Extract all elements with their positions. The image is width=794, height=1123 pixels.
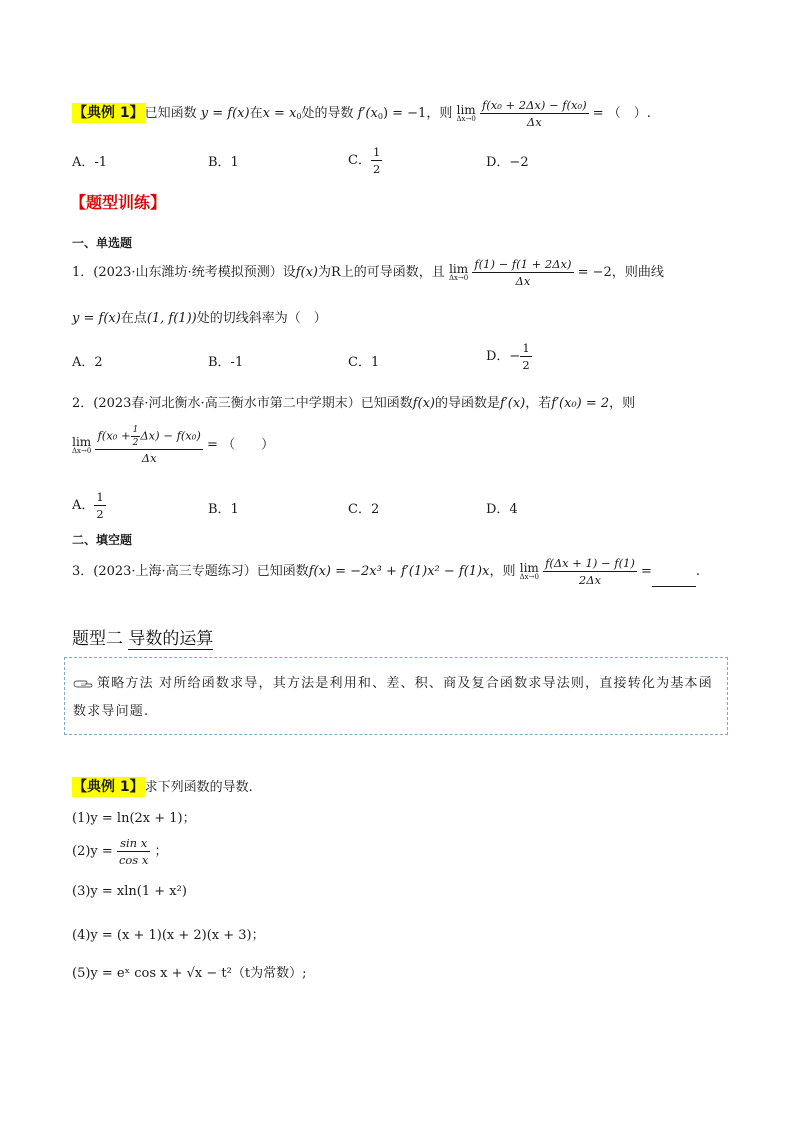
strategy-text: 策略方法 对所给函数求导，其方法是利用和、差、积、商及复合函数求导法则，直接转化为基本函数求导问题. xyxy=(73,676,713,719)
section-single-choice: 一、单选题 xyxy=(72,236,133,250)
item-1: (1)y = ln(2x + 1)； xyxy=(72,811,196,826)
example1-option-b: B．1 xyxy=(208,155,239,170)
example1-point: x = x xyxy=(262,106,297,121)
example1-option-c: C． $\frac{1}{2}$ xyxy=(348,145,381,176)
example1-den: Δx xyxy=(526,115,542,129)
q2-option-a: A． $\frac{1}{2}$ xyxy=(72,490,104,521)
example1-deriv-sub: 0 xyxy=(377,112,383,121)
q3-line: 3．(2023·上海·高三专题练习）已知函数f(x) = −2x³ + f′(1)x² − f(1)x，则 lim Δx→0 $\frac{f(\Delta x + 1) - f(1)}{2\Delta x}$ = . xyxy=(72,556,701,587)
example1-mid1: 在 xyxy=(249,106,263,121)
example2-tag: 【典例 1】 xyxy=(73,779,144,795)
q2-line2: lim Δx→0 f(x₀ + $\frac{1}{2}$ Δx) − f(x₀) Δx = （ ） xyxy=(72,425,275,465)
example2-line xyxy=(72,776,253,796)
example1-pre: 已知函数 xyxy=(144,106,197,121)
example1-line xyxy=(72,98,651,129)
strategy-box xyxy=(64,657,728,735)
example1-fraction xyxy=(480,98,589,129)
q2-line1: 2．(2023春·河北衡水·高三衡水市第二中学期末）已知函数f(x)的导函数是f′(x)，若f′(x₀) = 2，则 xyxy=(72,396,636,411)
q1-option-b: B．-1 xyxy=(208,355,244,370)
q3-answer-blank xyxy=(652,574,696,587)
example1-point-sub: 0 xyxy=(296,112,302,121)
q1-fraction: $\frac{f(1) - f(1 + 2\Delta x)}{\Delta x}$ xyxy=(474,257,572,288)
q1-option-d: D．− $\frac{1}{2}$ xyxy=(486,341,530,372)
example1-mid2: 处的导数 xyxy=(301,106,354,121)
example1-tag: 【典例 1】 xyxy=(73,105,144,121)
q2-option-c: C．2 xyxy=(348,502,380,517)
q2-option-b: B．1 xyxy=(208,502,239,517)
q2-option-d: D．4 xyxy=(486,502,518,517)
q2-fraction: f(x₀ + $\frac{1}{2}$ Δx) − f(x₀) Δx xyxy=(97,425,201,465)
type2-heading-prefix: 题型二 xyxy=(72,629,123,649)
q3-fraction: $\frac{f(\Delta x + 1) - f(1)}{2\Delta x}$ xyxy=(545,556,635,587)
section-fill-blank: 二、填空题 xyxy=(72,533,133,547)
q1-line1: 1．(2023·山东潍坊·统考模拟预测）设f(x)为R上的可导函数，且 lim Δx→0 $\frac{f(1) - f(1 + 2\Delta x)}{\Delta x}$ = −2，则曲线 xyxy=(72,257,664,288)
example1-deriv-val: ) = −1 xyxy=(382,106,427,121)
pointing-hand-icon xyxy=(73,679,93,689)
type2-heading-title: 导数的运算 xyxy=(128,629,214,649)
type2-heading xyxy=(72,624,213,649)
q1-line2: y = f(x)在点(1, f(1))处的切线斜率为（ ） xyxy=(72,311,327,326)
q1-option-c: C．1 xyxy=(348,355,380,370)
item-2: (2)y = $\frac{\text{sin x}}{\text{cos x}}$ ； xyxy=(72,836,168,867)
example1-deriv: f′(x xyxy=(357,106,378,121)
item-5: (5)y = eˣ cos x + √x − t²（t为常数）; xyxy=(72,966,307,981)
example1-option-a: A．-1 xyxy=(72,155,108,170)
example1-tail: = （ ）. xyxy=(592,106,651,121)
example1-option-d: D．−2 xyxy=(486,155,529,170)
training-header: 【题型训练】 xyxy=(70,193,167,212)
example1-mid3: ，则 xyxy=(426,106,453,121)
example1-num: f(x₀ + 2Δx) − f(x₀) xyxy=(481,98,587,112)
example2-text: 求下列函数的导数. xyxy=(144,780,253,795)
item-4: (4)y = (x + 1)(x + 2)(x + 3)； xyxy=(72,928,265,943)
item-3: (3)y = xln(1 + x²) xyxy=(72,884,187,899)
example1-func: y = f(x) xyxy=(200,106,250,121)
example1-limit: lim Δx→0 xyxy=(456,103,476,123)
q1-option-a: A．2 xyxy=(72,355,103,370)
